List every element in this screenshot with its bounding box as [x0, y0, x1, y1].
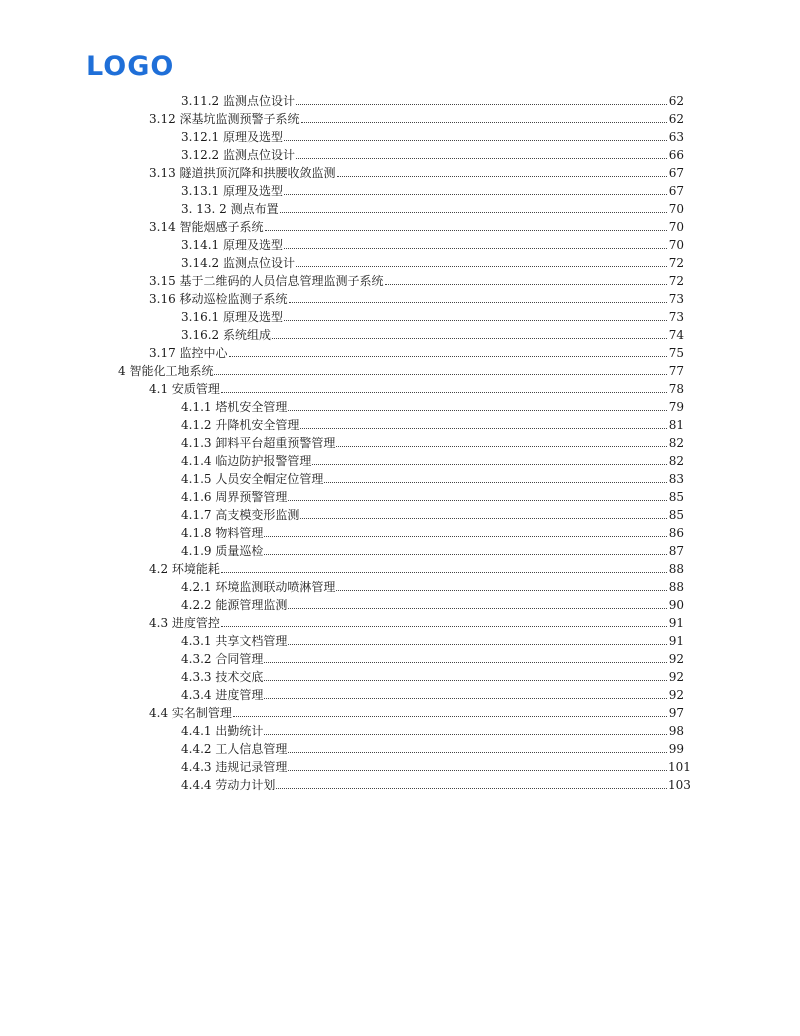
toc-dot-leader — [264, 662, 667, 663]
toc-entry-page: 66 — [668, 148, 684, 162]
toc-entry[interactable] — [0, 576, 800, 594]
toc-entry-page: 79 — [668, 400, 684, 414]
toc-entry-page: 99 — [668, 742, 684, 756]
toc-entry[interactable] — [0, 666, 800, 684]
toc-entry-page: 92 — [668, 670, 684, 684]
toc-entry-page: 101 — [668, 760, 691, 774]
toc-dot-leader — [221, 626, 667, 627]
toc-dot-leader — [324, 482, 667, 483]
toc-entry-page: 86 — [668, 526, 684, 540]
toc-entry-title: 3.12.2 监测点位设计 — [181, 148, 295, 162]
toc-dot-leader — [300, 428, 667, 429]
toc-entry[interactable] — [0, 324, 800, 342]
toc-entry-title: 4.1.5 人员安全帽定位管理 — [181, 472, 324, 486]
toc-dot-leader — [336, 590, 667, 591]
toc-entry-title: 3.14.1 原理及选型 — [181, 238, 283, 252]
toc-entry-page: 88 — [668, 562, 684, 576]
toc-entry[interactable] — [0, 594, 800, 612]
toc-dot-leader — [284, 140, 667, 141]
toc-entry-title: 4.3.1 共享文档管理 — [181, 634, 288, 648]
toc-entry[interactable] — [0, 612, 800, 630]
toc-entry-title: 3.12 深基坑监测预警子系统 — [149, 112, 300, 126]
toc-entry[interactable] — [0, 774, 800, 792]
toc-entry-title: 3. 13. 2 测点布置 — [181, 202, 279, 216]
toc-entry-page: 74 — [668, 328, 684, 342]
toc-dot-leader — [276, 788, 667, 789]
toc-entry[interactable] — [0, 756, 800, 774]
toc-entry-page: 91 — [668, 616, 684, 630]
toc-entry[interactable] — [0, 558, 800, 576]
toc-dot-leader — [312, 464, 667, 465]
toc-dot-leader — [296, 104, 667, 105]
toc-entry-title: 3.16.2 系统组成 — [181, 328, 271, 342]
toc-entry-page: 72 — [668, 256, 684, 270]
toc-dot-leader — [265, 230, 667, 231]
toc-entry[interactable] — [0, 360, 800, 378]
toc-dot-leader — [300, 518, 667, 519]
toc-entry-page: 72 — [668, 274, 684, 288]
toc-entry-title: 4.2.2 能源管理监测 — [181, 598, 288, 612]
toc-entry-title: 3.16.1 原理及选型 — [181, 310, 283, 324]
toc-dot-leader — [288, 608, 667, 609]
toc-dot-leader — [272, 338, 667, 339]
toc-dot-leader — [264, 536, 667, 537]
toc-entry-title: 3.13.1 原理及选型 — [181, 184, 283, 198]
toc-entry-page: 83 — [668, 472, 684, 486]
toc-entry[interactable] — [0, 504, 800, 522]
toc-dot-leader — [221, 392, 667, 393]
toc-entry[interactable] — [0, 126, 800, 144]
toc-entry-title: 4 智能化工地系统 — [118, 364, 214, 378]
toc-entry[interactable] — [0, 306, 800, 324]
toc-entry[interactable] — [0, 378, 800, 396]
toc-entry[interactable] — [0, 414, 800, 432]
toc-entry-title: 4.2 环境能耗 — [149, 562, 220, 576]
toc-entry[interactable] — [0, 720, 800, 738]
toc-dot-leader — [233, 716, 667, 717]
toc-entry[interactable] — [0, 234, 800, 252]
toc-dot-leader — [385, 284, 667, 285]
toc-entry-title: 4.4.1 出勤统计 — [181, 724, 264, 738]
toc-entry-title: 4.3.4 进度管理 — [181, 688, 264, 702]
toc-entry-title: 4.1.3 卸料平台超重预警管理 — [181, 436, 336, 450]
toc-dot-leader — [264, 680, 667, 681]
toc-dot-leader — [288, 770, 667, 771]
toc-entry-page: 67 — [668, 184, 684, 198]
toc-dot-leader — [288, 752, 667, 753]
toc-entry-title: 3.13 隧道拱顶沉降和拱腰收敛监测 — [149, 166, 336, 180]
toc-dot-leader — [288, 410, 667, 411]
toc-entry-title: 4.1.4 临边防护报警管理 — [181, 454, 312, 468]
toc-entry-title: 4.4 实名制管理 — [149, 706, 232, 720]
toc-entry-page: 62 — [668, 94, 684, 108]
toc-entry-page: 70 — [668, 202, 684, 216]
toc-entry-page: 73 — [668, 310, 684, 324]
toc-entry-title: 4.1.6 周界预警管理 — [181, 490, 288, 504]
toc-entry[interactable] — [0, 450, 800, 468]
toc-entry-title: 4.1.1 塔机安全管理 — [181, 400, 288, 414]
toc-entry-title: 3.12.1 原理及选型 — [181, 130, 283, 144]
toc-entry-page: 77 — [668, 364, 684, 378]
toc-entry-page: 90 — [668, 598, 684, 612]
toc-entry[interactable] — [0, 486, 800, 504]
toc-entry-page: 98 — [668, 724, 684, 738]
toc-dot-leader — [337, 176, 667, 177]
toc-entry-title: 4.1.9 质量巡检 — [181, 544, 264, 558]
toc-entry-page: 88 — [668, 580, 684, 594]
toc-entry[interactable] — [0, 630, 800, 648]
toc-dot-leader — [221, 572, 667, 573]
toc-dot-leader — [264, 698, 667, 699]
toc-entry-title: 3.16 移动巡检监测子系统 — [149, 292, 288, 306]
toc-entry-page: 81 — [668, 418, 684, 432]
toc-dot-leader — [288, 644, 667, 645]
toc-entry-title: 4.3.2 合同管理 — [181, 652, 264, 666]
toc-entry-page: 63 — [668, 130, 684, 144]
toc-entry[interactable] — [0, 738, 800, 756]
toc-entry-page: 75 — [668, 346, 684, 360]
toc-entry[interactable] — [0, 702, 800, 720]
toc-entry[interactable] — [0, 198, 800, 216]
toc-entry-page: 85 — [668, 490, 684, 504]
toc-entry[interactable] — [0, 432, 800, 450]
toc-entry-title: 3.11.2 监测点位设计 — [181, 94, 295, 108]
toc-entry-page: 103 — [668, 778, 691, 792]
toc-entry-page: 87 — [668, 544, 684, 558]
toc-entry-title: 3.15 基于二维码的人员信息管理监测子系统 — [149, 274, 384, 288]
toc-dot-leader — [284, 194, 667, 195]
toc-entry-page: 70 — [668, 238, 684, 252]
toc-entry[interactable] — [0, 270, 800, 288]
toc-entry[interactable] — [0, 144, 800, 162]
toc-entry-page: 82 — [668, 454, 684, 468]
toc-entry-page: 92 — [668, 688, 684, 702]
toc-dot-leader — [296, 266, 667, 267]
toc-dot-leader — [296, 158, 667, 159]
toc-entry-title: 4.2.1 环境监测联动喷淋管理 — [181, 580, 336, 594]
toc-entry-title: 4.3 进度管控 — [149, 616, 220, 630]
toc-entry-title: 4.4.2 工人信息管理 — [181, 742, 288, 756]
toc-entry[interactable] — [0, 396, 800, 414]
toc-entry[interactable] — [0, 216, 800, 234]
toc-entry-page: 70 — [668, 220, 684, 234]
toc-entry[interactable] — [0, 162, 800, 180]
toc-entry[interactable] — [0, 90, 800, 108]
toc-entry[interactable] — [0, 108, 800, 126]
toc-dot-leader — [288, 500, 667, 501]
toc-entry-page: 85 — [668, 508, 684, 522]
toc-entry[interactable] — [0, 540, 800, 558]
toc-entry-title: 4.4.3 违规记录管理 — [181, 760, 288, 774]
toc-dot-leader — [336, 446, 667, 447]
toc-dot-leader — [264, 554, 667, 555]
toc-entry-title: 4.1.8 物料管理 — [181, 526, 264, 540]
toc-entry[interactable] — [0, 648, 800, 666]
toc-entry-title: 3.17 监控中心 — [149, 346, 228, 360]
toc-entry[interactable] — [0, 180, 800, 198]
toc-dot-leader — [229, 356, 667, 357]
toc-entry-page: 62 — [668, 112, 684, 126]
toc-entry-title: 4.4.4 劳动力计划 — [181, 778, 276, 792]
toc-entry-page: 67 — [668, 166, 684, 180]
toc-dot-leader — [284, 320, 667, 321]
toc-entry-page: 91 — [668, 634, 684, 648]
toc-entry-title: 4.1 安质管理 — [149, 382, 220, 396]
toc-entry-title: 4.3.3 技术交底 — [181, 670, 264, 684]
toc-entry[interactable] — [0, 288, 800, 306]
toc-dot-leader — [264, 734, 667, 735]
toc-entry[interactable] — [0, 684, 800, 702]
toc-entry-title: 4.1.7 高支模变形监测 — [181, 508, 300, 522]
toc-dot-leader — [301, 122, 667, 123]
toc-entry[interactable] — [0, 252, 800, 270]
toc-entry[interactable] — [0, 522, 800, 540]
toc-entry-page: 92 — [668, 652, 684, 666]
logo: LOGO — [86, 51, 175, 82]
table-of-contents — [0, 90, 800, 792]
toc-entry-page: 78 — [668, 382, 684, 396]
toc-entry-page: 73 — [668, 292, 684, 306]
toc-entry[interactable] — [0, 468, 800, 486]
toc-dot-leader — [284, 248, 667, 249]
toc-dot-leader — [214, 374, 667, 375]
toc-dot-leader — [289, 302, 667, 303]
toc-entry-page: 97 — [668, 706, 684, 720]
toc-dot-leader — [280, 212, 667, 213]
toc-entry[interactable] — [0, 342, 800, 360]
toc-entry-title: 3.14.2 监测点位设计 — [181, 256, 295, 270]
toc-entry-title: 4.1.2 升降机安全管理 — [181, 418, 300, 432]
toc-entry-title: 3.14 智能烟感子系统 — [149, 220, 264, 234]
toc-entry-page: 82 — [668, 436, 684, 450]
